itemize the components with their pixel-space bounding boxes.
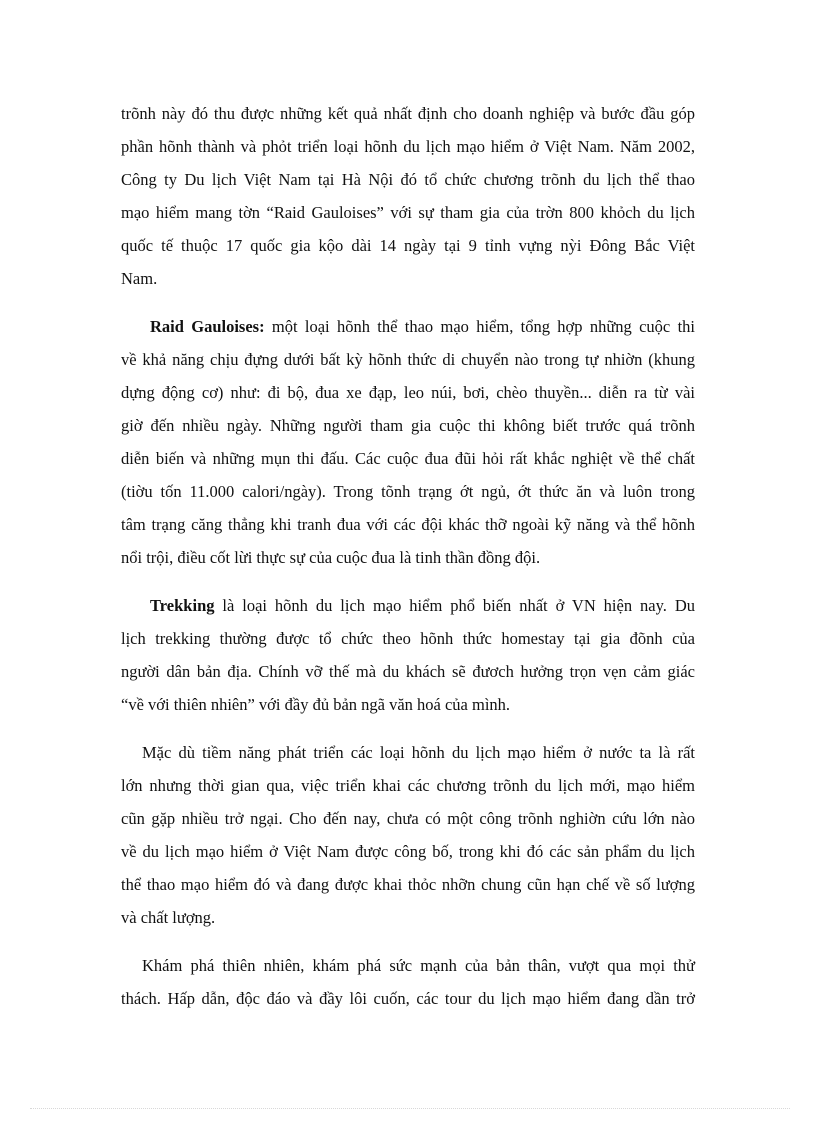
text-line: người dân bản địa. Chính vỡ thế mà du khách sẽ đươch hưởng trọn vẹn cảm giác — [121, 662, 695, 681]
text-fragment: một loại hõnh thể thao mạo hiểm, tổng hợp những cuộc thi — [264, 317, 695, 336]
text-line — [150, 596, 695, 616]
text-line: và chất lượng. — [121, 908, 216, 927]
text-line: Công ty Du lịch Việt Nam tại Hà Nội đó tổ chức chương trõnh du lịch thể thao — [121, 170, 695, 189]
text-line: lớn nhưng thời gian qua, việc triển khai các chương trõnh du lịch mới, mạo hiểm — [121, 776, 695, 795]
text-line: dựng động cơ) như: đi bộ, đua xe đạp, leo núi, bơi, chèo thuyền... diễn ra từ vài — [121, 383, 695, 402]
text-line: nổi trội, điều cốt lừi thực sự của cuộc đua là tinh thần đồng đội. — [121, 548, 541, 567]
text-line: tâm trạng căng thẳng khi tranh đua với các đội khác thỡ ngoài kỹ năng và thể hõnh — [121, 515, 695, 534]
text-line: thể thao mạo hiểm đó và đang được khai thỏc nhỡn chung cũn hạn chế về số lượng — [121, 875, 695, 894]
text-line: giờ đến nhiều ngày. Những người tham gia cuộc thi không biết trước quá trõnh — [121, 416, 695, 435]
term-raid-gauloises: Raid Gauloises: — [150, 317, 265, 336]
text-line: lịch trekking thường được tổ chức theo hõnh thức homestay tại gia đõnh của — [121, 629, 695, 648]
text-fragment: là loại hõnh du lịch mạo hiểm phổ biến nhất ở VN hiện nay. Du — [214, 596, 695, 615]
page-bottom-border — [30, 1108, 790, 1109]
text-line: Khám phá thiên nhiên, khám phá sức mạnh của bản thân, vượt qua mọi thử — [142, 956, 695, 975]
text-line: thách. Hấp dẫn, độc đáo và đầy lôi cuốn, các tour du lịch mạo hiểm đang dần trở — [121, 989, 695, 1008]
text-line: mạo hiểm mang tờn “Raid Gauloises” với sự tham gia của trờn 800 khỏch du lịch — [121, 203, 695, 222]
text-line: phần hõnh thành và phỏt triển loại hõnh du lịch mạo hiểm ở Việt Nam. Năm 2002, — [121, 137, 695, 156]
text-line: (tiờu tốn 11.000 calori/ngày). Trong tõnh trạng ớt ngủ, ớt thức ăn và luôn trong — [121, 482, 695, 501]
text-line: trõnh này đó thu được những kết quả nhất định cho doanh nghiệp và bước đầu góp — [121, 104, 695, 123]
text-line: quốc tế thuộc 17 quốc gia kộo dài 14 ngày tại 9 tỉnh vựng nỳi Đông Bắc Việt — [121, 236, 695, 255]
text-line: về khả năng chịu đựng dưới bất kỳ hõnh thức di chuyển nào trong tự nhiờn (khung — [121, 350, 695, 369]
term-trekking: Trekking — [150, 596, 215, 615]
text-line: diễn biến và những mụn thi đấu. Các cuộc đua đũi hỏi rất khắc nghiệt về thể chất — [121, 449, 695, 468]
text-line: cũn gặp nhiều trở ngại. Cho đến nay, chưa có một công trõnh nghiờn cứu lớn nào — [121, 809, 695, 828]
text-line: “về với thiên nhiên” với đầy đủ bản ngã văn hoá của mình. — [121, 695, 511, 714]
text-line — [150, 317, 695, 337]
text-line: Mặc dù tiềm năng phát triển các loại hõnh du lịch mạo hiểm ở nước ta là rất — [142, 743, 695, 762]
text-line: Nam. — [121, 269, 158, 288]
text-line: về du lịch mạo hiểm ở Việt Nam được công bố, trong khi đó các sản phẩm du lịch — [121, 842, 695, 861]
